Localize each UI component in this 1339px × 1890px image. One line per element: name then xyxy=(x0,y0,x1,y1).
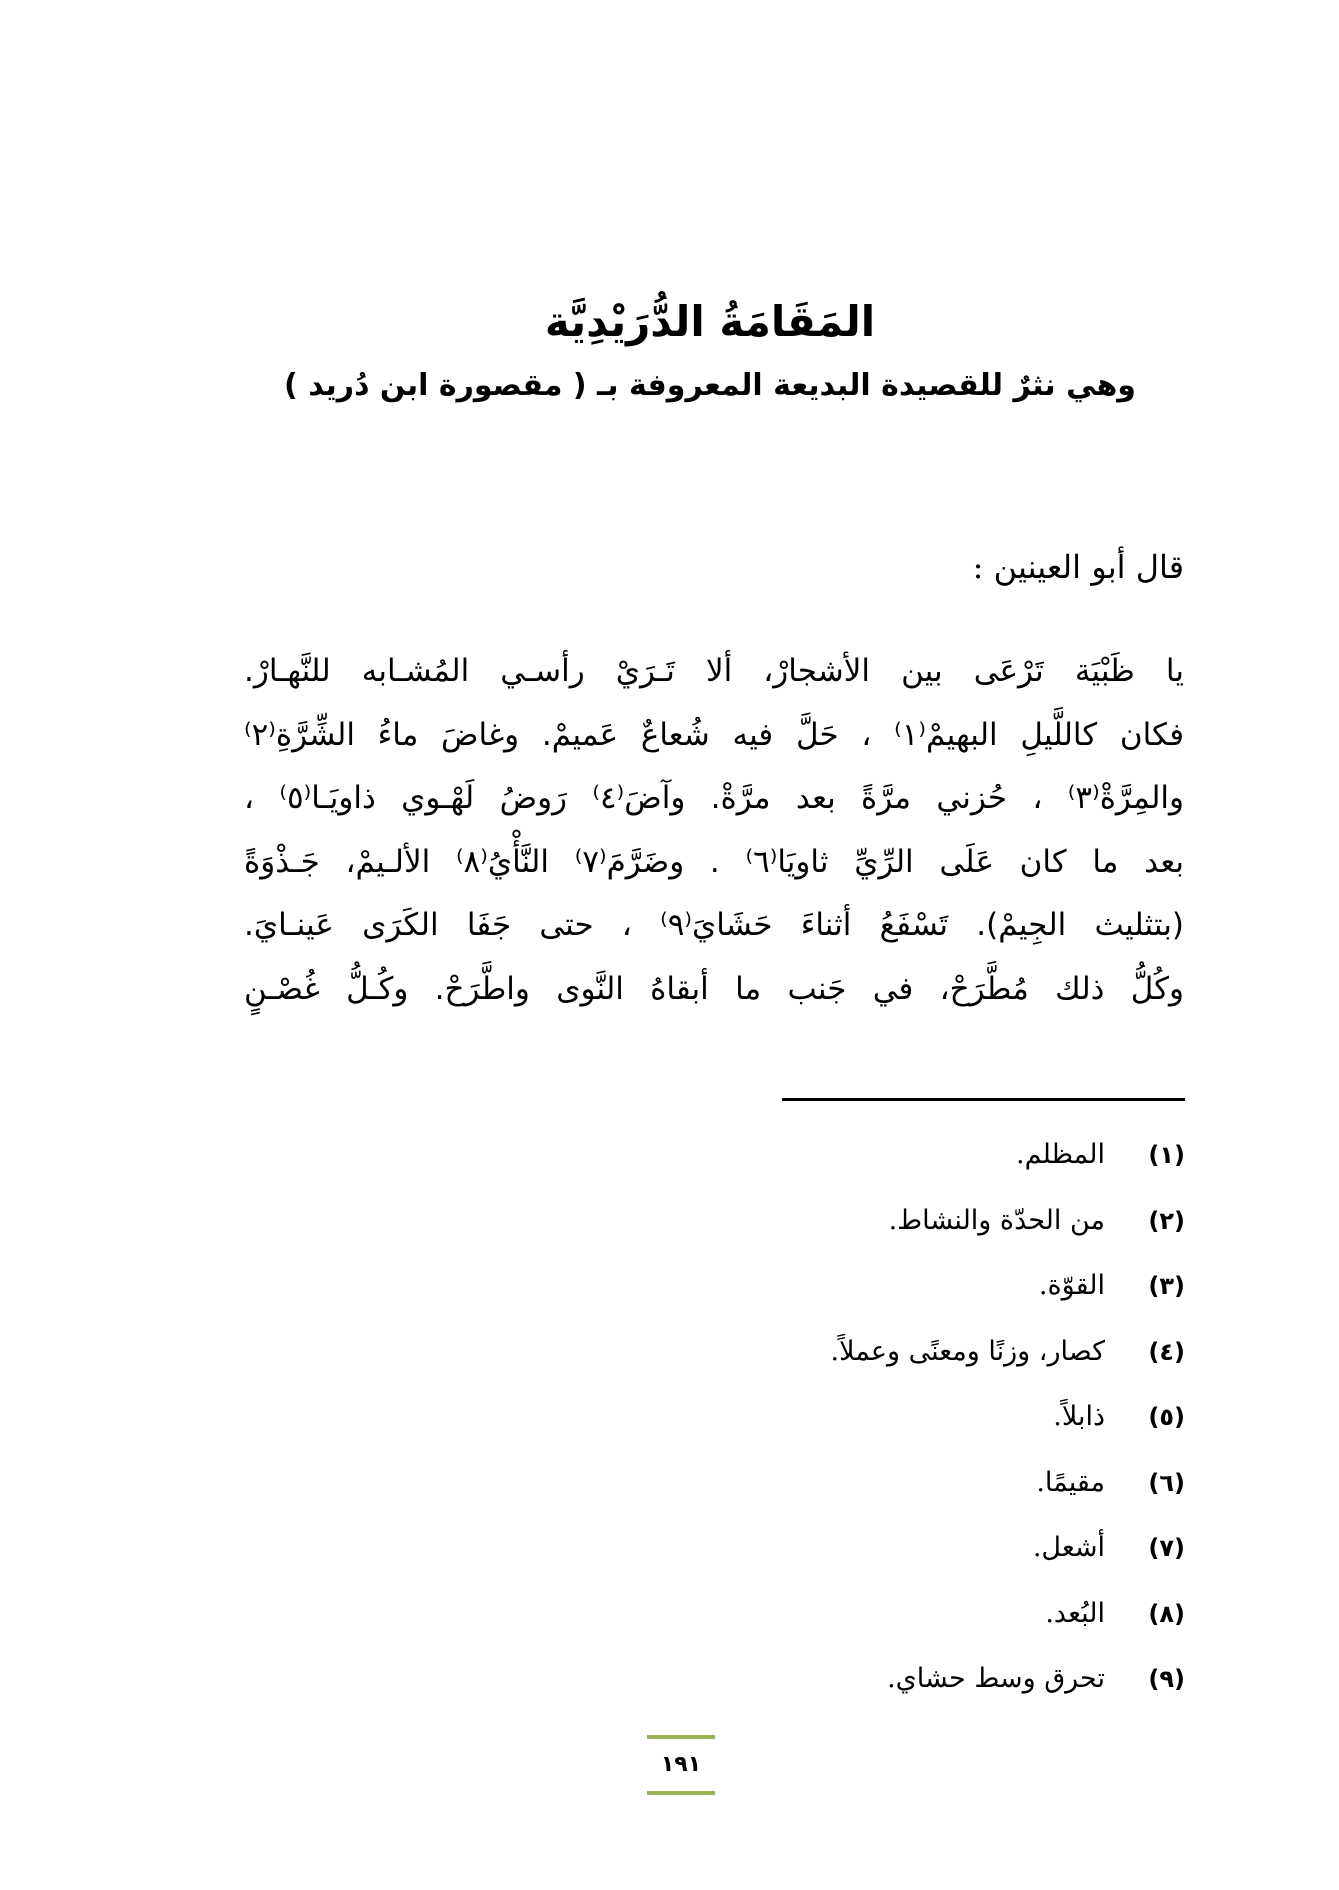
footnote-text: تحرق وسط حشاي. xyxy=(887,1663,1105,1694)
footnote-separator xyxy=(782,1098,1185,1101)
maqama-subtitle: وهي نثرٌ للقصيدة البديعة المعروفة بـ ( مقصورة ابن دُريد ) xyxy=(284,368,1136,403)
footnotes-list xyxy=(485,1130,1185,1720)
footnote-text: ذابلاً. xyxy=(1053,1401,1105,1432)
footnote-text: المظلم. xyxy=(1016,1139,1105,1170)
footnote-text: أشعل. xyxy=(1032,1532,1105,1563)
speaker-line: قال أبو العينين : xyxy=(972,548,1184,586)
body-line: بعد ما كان عَلَى الرِّيِّ ثاويَا⁽٦⁾ . وضَرَّمَ⁽٧⁾ النَّأْيُ⁽٨⁾ الألـيمْ، جَـذْوَةً xyxy=(244,843,1184,880)
footnote xyxy=(485,1458,1185,1524)
footnote xyxy=(485,1196,1185,1262)
body-line: يا ظَبْيَة تَرْعَى بين الأشجارْ، ألا تَـرَيْ رأسـي المُشـابه للنَّهـارْ. xyxy=(244,653,1184,689)
body-line: والمِرَّةْ⁽٣⁾ ، حُزني مرَّةً بعد مرَّةْ. وآضَ⁽٤⁾ رَوضُ لَهْـوي ذاويَـا⁽٥⁾ ، xyxy=(244,780,1184,816)
footnote-number: (٩) xyxy=(1148,1665,1185,1693)
body-paragraph xyxy=(244,640,1184,1021)
footnote xyxy=(485,1392,1185,1458)
footnote-number: (٥) xyxy=(1148,1403,1185,1431)
footnote-number: (١) xyxy=(1148,1141,1185,1169)
maqama-title: المَقَامَةُ الدُّرَيْدِيَّة xyxy=(544,297,876,346)
footnote-text: القوّة. xyxy=(1038,1270,1105,1301)
footnote-text: البُعد. xyxy=(1045,1597,1105,1629)
footnote xyxy=(485,1589,1185,1655)
footnote-number: (٢) xyxy=(1148,1206,1185,1235)
footnote-number: (٨) xyxy=(1148,1599,1185,1628)
footnote-number: (٦) xyxy=(1148,1468,1185,1497)
footnote xyxy=(485,1654,1185,1720)
page-number-bottom-bar xyxy=(647,1791,715,1795)
page-number: ١٩١ xyxy=(660,1752,702,1777)
body-line: (بتثليث الجِيمْ). تَسْفَعُ أثناءَ حَشَايَ⁽٩⁾ ، حتى جَفَا الكَرَى عَينـايَ. xyxy=(244,907,1184,943)
page-number-block xyxy=(647,1735,715,1795)
footnote-text: كصار، وزنًا ومعنًى وعملاً. xyxy=(830,1335,1105,1367)
footnote xyxy=(485,1327,1185,1393)
footnote xyxy=(485,1261,1185,1327)
footnote-number: (٧) xyxy=(1148,1534,1185,1562)
footnote-text: مقيمًا. xyxy=(1036,1466,1105,1498)
footnote xyxy=(485,1523,1185,1589)
footnote-number: (٣) xyxy=(1148,1272,1185,1300)
footnote-text: من الحدّة والنشاط. xyxy=(888,1204,1105,1236)
footnote xyxy=(485,1130,1185,1196)
body-line: وكُلُّ ذلك مُطَّرَحْ، في جَنب ما أبقاهُ النَّوى واطَّرَحْ. وكُـلُّ غُصْـنٍ xyxy=(244,970,1184,1007)
body-line: فكان كاللَّيلِ البهيمْ⁽١⁾ ، حَلَّ فيه شُعاعٌ عَميمْ. وغاضَ ماءُ الشِّرَّةِ⁽٢⁾ xyxy=(244,716,1185,753)
footnote-number: (٤) xyxy=(1148,1337,1185,1366)
